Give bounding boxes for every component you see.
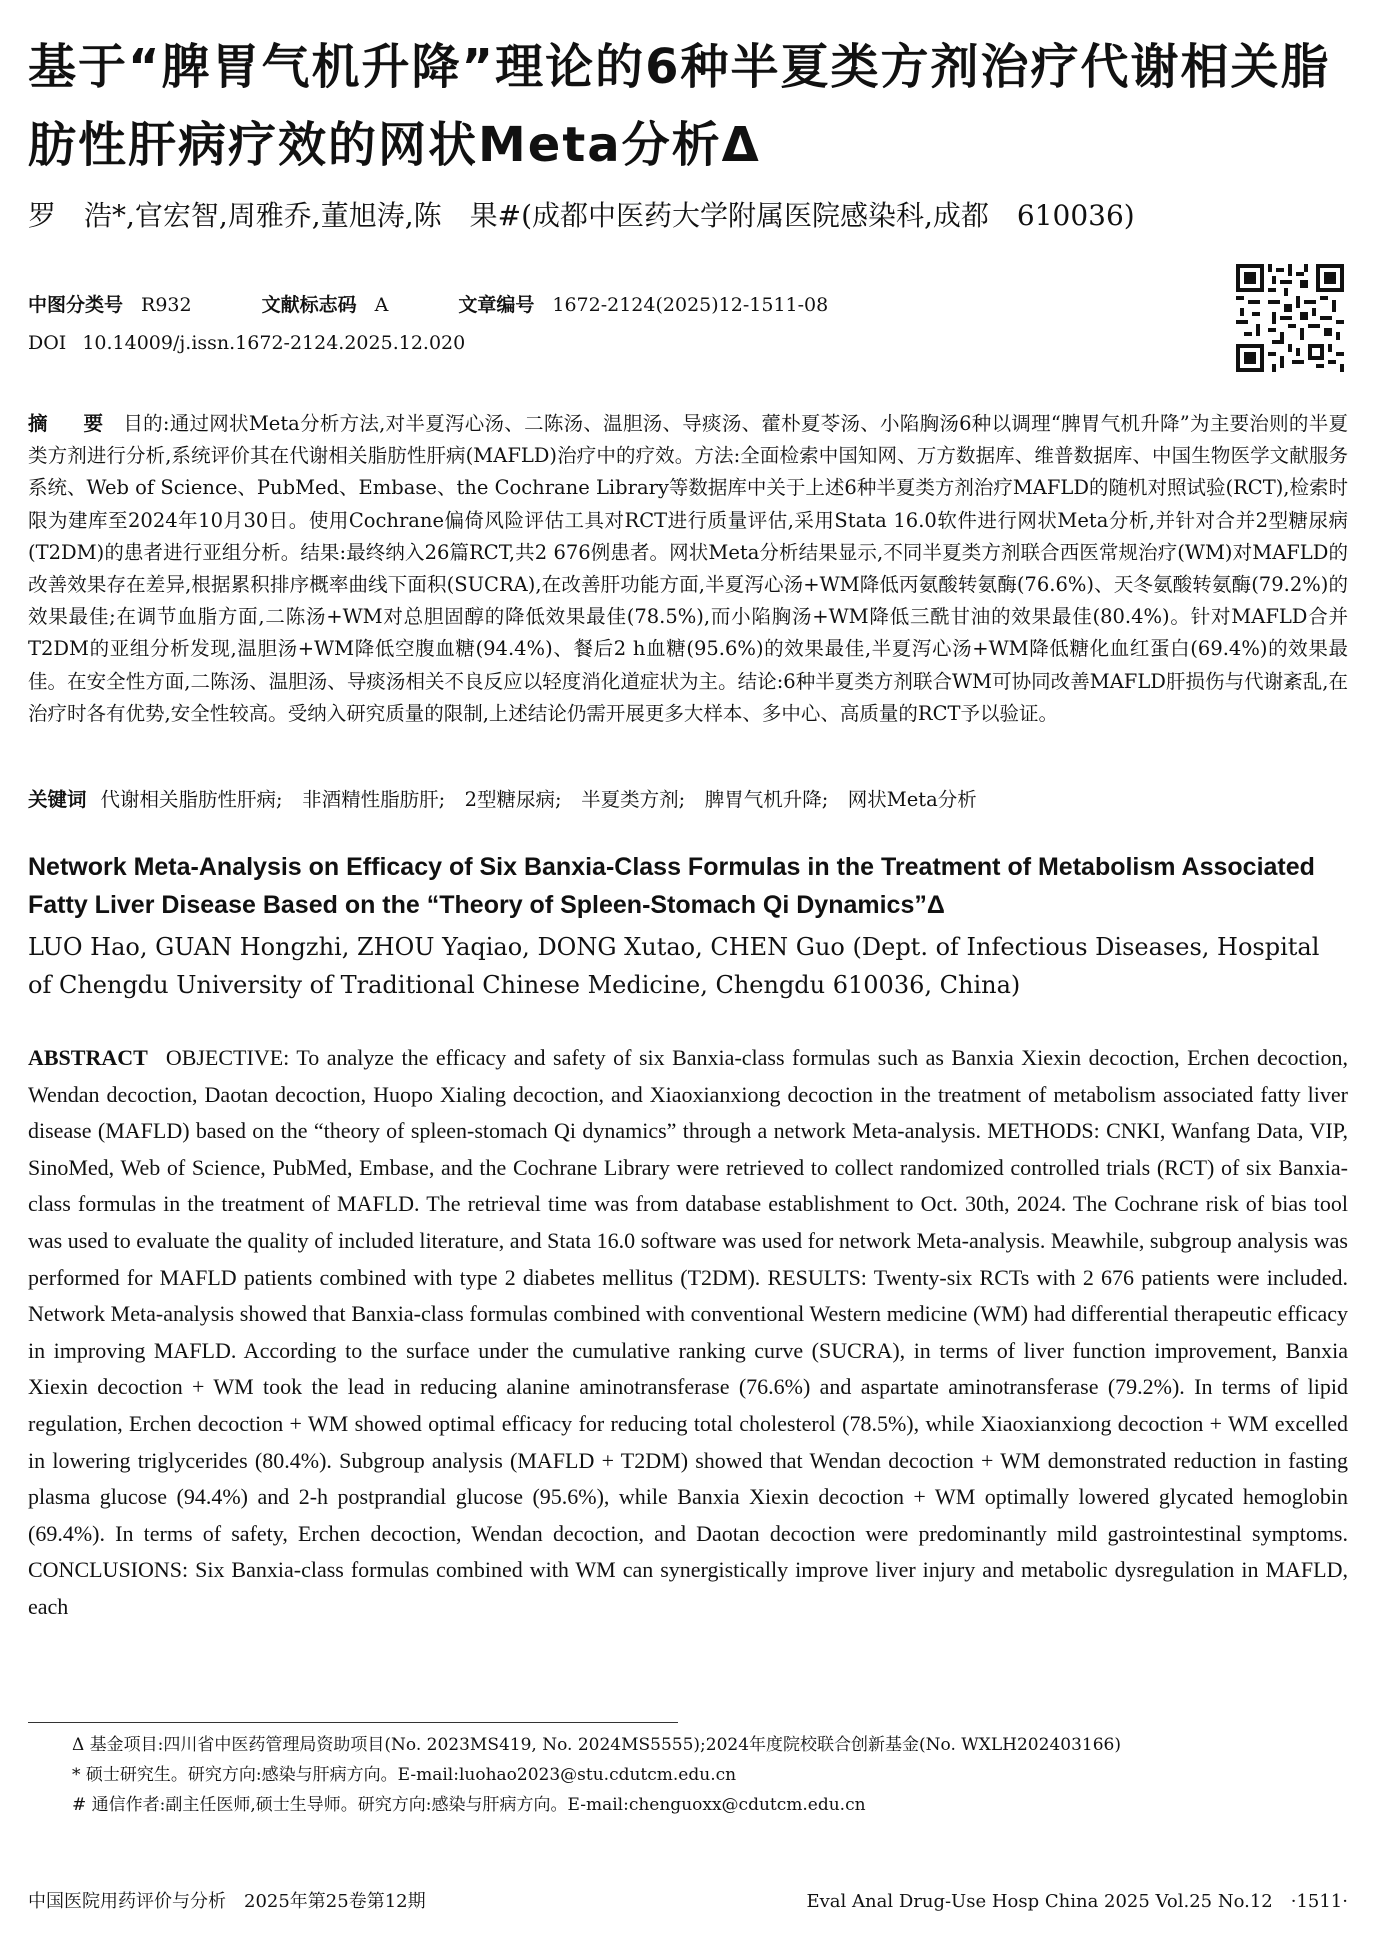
doc-code-value: A [374,294,389,316]
keywords-cn [28,784,1348,816]
footer-journal-en: Eval Anal Drug-Use Hosp China 2025 Vol.25 No.12 ·1511· [806,1891,1348,1912]
article-number-value: 1672-2124(2025)12-1511-08 [552,294,829,316]
clc-label: 中图分类号 [28,294,124,316]
abstract-en [28,1040,1348,1626]
abstract-en-text: OBJECTIVE: To analyze the efficacy and safety of six Banxia-class formulas such as Banxia Xiexin decoction, Erchen decoction, Wendan decoction, Daotan decoction, Huopo Xialing decoction, and Xiaoxianxiong decoction in the treatment of metabolism associated fatty liver disease (MAFLD) based on the “theory of spleen-stomach Qi dynamics” through a network Meta-analysis. METHODS: CNKI, Wanfang Data, VIP, SinoMed, Web of Science, PubMed, Embase, and the Cochrane Library were retrieved to collect randomized controlled trials (RCT) of six Banxia-class formulas in the treatment of MAFLD. The retrieval time was from database establishment to Oct. 30th, 2024. The Cochrane risk of bias tool was used to evaluate the quality of included literature, and Stata 16.0 software was used for network Meta-analysis. Meawhile, subgroup analysis was performed for MAFLD patients combined with type 2 diabetes mellitus (T2DM). RESULTS: Twenty-six RCTs with 2 676 patients were included. Network Meta-analysis showed that Banxia-class formulas combined with conventional Western medicine (WM) had differential therapeutic efficacy in improving MAFLD. According to the surface under the cumulative ranking curve (SUCRA), in terms of liver function improvement, Banxia Xiexin decoction + WM took the lead in reducing alanine aminotransferase (76.6%) and aspartate aminotransferase (79.2%). In terms of lipid regulation, Erchen decoction + WM showed optimal efficacy for reducing total cholesterol (78.5%), while Xiaoxianxiong decoction + WM excelled in lowering triglycerides (80.4%). Subgroup analysis (MAFLD + T2DM) showed that Wendan decoction + WM demonstrated reduction in fasting plasma glucose (94.4%) and 2-h postprandial glucose (95.6%), while Banxia Xiexin decoction + WM optimally lowered glycated hemoglobin (69.4%). In terms of safety, Erchen decoction, Wendan decoction, and Daotan decoction were predominantly mild gastrointestinal symptoms. CONCLUSIONS: Six Banxia-class formulas combined with WM can synergistically improve liver injury and metabolic dysregulation in MAFLD, each [28,1045,1348,1619]
clc-value: R932 [141,294,192,316]
abstract-cn [28,408,1348,730]
abstract-cn-label: 摘 要 [28,412,112,435]
footnote-funding: Δ 基金项目:四川省中医药管理局资助项目(No. 2023MS419, No. 2024MS5555);2024年度院校联合创新基金(No. WXLH202403166) [72,1735,1121,1755]
footnotes [72,1730,1332,1820]
abstract-cn-text: 目的:通过网状Meta分析方法,对半夏泻心汤、二陈汤、温胆汤、导痰汤、藿朴夏苓汤、小陷胸汤6种以调理“脾胃气机升降”为主要治则的半夏类方剂进行分析,系统评价其在代谢相关脂肪性肝病(MAFLD)治疗中的疗效。方法:全面检索中国知网、万方数据库、维普数据库、中国生物医学文献服务系统、Web of Science、PubMed、Embase、the Cochrane Library等数据库中关于上述6种半夏类方剂治疗MAFLD的随机对照试验(RCT),检索时限为建库至2024年10月30日。使用Cochrane偏倚风险评估工具对RCT进行质量评估,采用Stata 16.0软件进行网状Meta分析,并针对合并2型糖尿病(T2DM)的患者进行亚组分析。结果:最终纳入26篇RCT,共2 676例患者。网状Meta分析结果显示,不同半夏类方剂联合西医常规治疗(WM)对MAFLD的改善效果存在差异,根据累积排序概率曲线下面积(SUCRA),在改善肝功能方面,半夏泻心汤+WM降低丙氨酸转氨酶(76.6%)、天冬氨酸转氨酶(79.2%)的效果最佳;在调节血脂方面,二陈汤+WM对总胆固醇的降低效果最佳(78.5%),而小陷胸汤+WM降低三酰甘油的效果最佳(80.4%)。针对MAFLD合并T2DM的亚组分析发现,温胆汤+WM降低空腹血糖(94.4%)、餐后2 h血糖(95.6%)的效果最佳,半夏泻心汤+WM降低糖化血红蛋白(69.4%)的效果最佳。在安全性方面,二陈汤、温胆汤、导痰汤相关不良反应以轻度消化道症状为主。结论:6种半夏类方剂联合WM可协同改善MAFLD肝损伤与代谢紊乱,在治疗时各有优势,安全性较高。受纳入研究质量的限制,上述结论仍需开展更多大样本、多中心、高质量的RCT予以验证。 [28,412,1349,725]
keywords-cn-label: 关键词 [28,788,87,811]
footnote-first-author: * 硕士研究生。研究方向:感染与肝病方向。E-mail:luohao2023@stu.cdutcm.edu.cn [72,1765,737,1785]
abstract-en-label: ABSTRACT [28,1045,148,1070]
doc-code-label: 文献标志码 [261,294,357,316]
footer-journal-cn: 中国医院用药评价与分析 2025年第25卷第12期 [28,1891,426,1912]
keywords-cn-text: 代谢相关脂肪性肝病; 非酒精性脂肪肝; 2型糖尿病; 半夏类方剂; 脾胃气机升降; 网状Meta分析 [100,788,977,811]
footnote-corresponding-author: # 通信作者:副主任医师,硕士生导师。研究方向:感染与肝病方向。E-mail:chenguoxx@cdutcm.edu.cn [72,1795,866,1815]
classification-row [28,290,1208,320]
footnote-divider [28,1722,678,1723]
qr-code-icon[interactable] [1236,264,1344,372]
doi-row [28,328,1208,358]
title-cn: 基于“脾胃气机升降”理论的6种半夏类方剂治疗代谢相关脂肪性肝病疗效的网状Meta分析Δ [28,39,1331,173]
article-number-label: 文章编号 [458,294,535,316]
authors-cn: 罗 浩*,官宏智,周雅乔,董旭涛,陈 果#(成都中医药大学附属医院感染科,成都 610036) [28,199,1135,232]
title-en: Network Meta-Analysis on Efficacy of Six Banxia-Class Formulas in the Treatment of Metabolism Associated Fatty Liver Disease Based on the “Theory of Spleen-Stomach Qi Dynamics”Δ [28,853,1315,919]
authors-en: LUO Hao, GUAN Hongzhi, ZHOU Yaqiao, DONG Xutao, CHEN Guo (Dept. of Infectious Diseases, Hospital of Chengdu University of Traditional Chinese Medicine, Chengdu 610036, China) [28,933,1320,999]
doi-value: 10.14009/j.issn.1672-2124.2025.12.020 [82,332,466,354]
doi-label: DOI [28,332,67,354]
